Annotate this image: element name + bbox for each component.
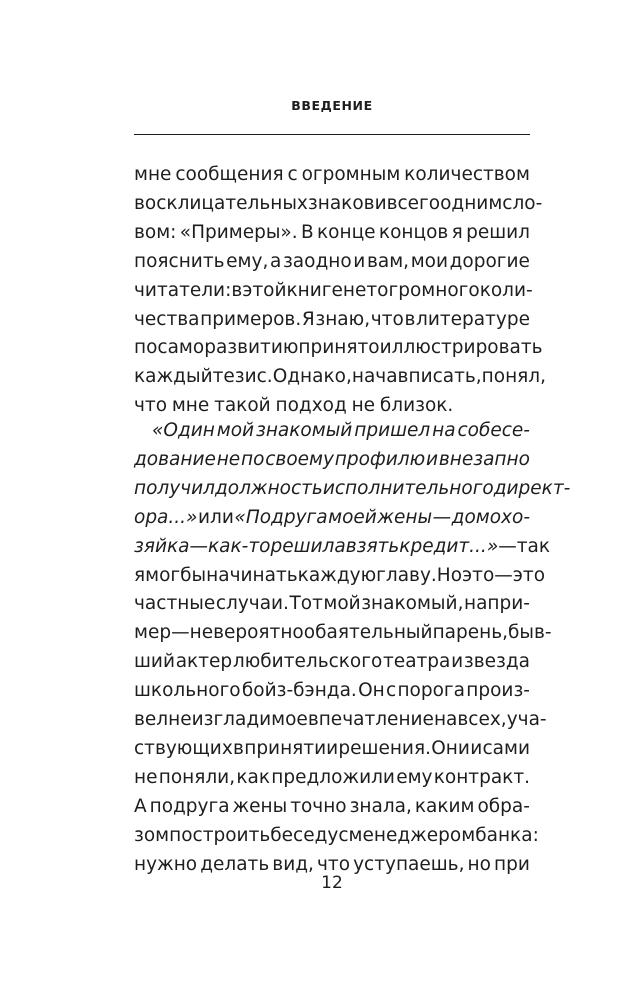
word: нужно — [134, 853, 198, 875]
word: в — [233, 737, 244, 759]
word: каждый — [134, 366, 213, 388]
word: бойз-бэнда. — [241, 680, 357, 702]
word: на — [432, 420, 456, 441]
word: впечатление — [307, 709, 434, 730]
word: моей — [328, 506, 377, 528]
word: В — [300, 221, 314, 243]
text-line — [134, 653, 530, 672]
text-line — [134, 709, 547, 730]
word: огромным — [301, 164, 401, 185]
word: быв- — [508, 622, 552, 644]
word: всех, — [457, 709, 507, 730]
word: начав — [351, 366, 409, 388]
word: по — [134, 337, 158, 359]
word: как-то — [208, 535, 271, 557]
word: главу. — [376, 564, 437, 586]
word: — — [171, 622, 190, 644]
word: решил — [466, 221, 530, 243]
text-line — [134, 853, 530, 875]
word: напри- — [463, 593, 530, 615]
word: мои — [410, 250, 448, 272]
text-line — [134, 682, 530, 701]
text-line — [134, 397, 530, 416]
word: жены — [377, 506, 433, 528]
word: знаю, — [315, 308, 371, 330]
word: вид, — [272, 853, 314, 875]
word: так — [516, 535, 551, 557]
word: восклицательных — [134, 192, 308, 214]
word: и — [451, 651, 464, 673]
word: парень, — [432, 622, 508, 644]
word: огромного — [377, 279, 480, 301]
word: в — [404, 308, 416, 330]
word: ора...» — [134, 506, 198, 528]
word: жены — [232, 795, 288, 817]
word: профилю — [334, 448, 426, 470]
word: внезапно — [438, 448, 530, 470]
word: поняли, — [158, 766, 236, 788]
word: мне — [134, 164, 172, 185]
text-line — [134, 221, 530, 243]
word: — — [189, 535, 208, 557]
word: произ- — [466, 680, 530, 702]
word: дорогие — [449, 250, 530, 272]
text-line — [134, 308, 530, 330]
word: — — [494, 564, 513, 586]
word: беседу — [270, 824, 339, 846]
word: но — [467, 853, 491, 875]
word: своему — [265, 448, 334, 470]
word: подход — [275, 395, 347, 417]
word: порога — [397, 680, 465, 702]
word: сами — [482, 737, 530, 759]
word: писать, — [408, 366, 482, 388]
text-line — [134, 795, 530, 817]
word: мой — [216, 420, 255, 441]
word: близок. — [379, 395, 454, 417]
word: одним — [440, 192, 503, 214]
word: с — [287, 164, 298, 185]
word: нет — [342, 279, 378, 301]
word: как — [236, 766, 271, 788]
word: не — [216, 448, 241, 470]
word: банка: — [475, 824, 539, 846]
word: ему, — [226, 250, 269, 272]
word: частные — [134, 593, 216, 615]
word: мог — [145, 564, 181, 586]
word: бы — [180, 564, 207, 586]
word: дование — [134, 448, 216, 470]
word: начинать — [206, 564, 298, 586]
word: или — [198, 506, 234, 528]
word: принято — [298, 337, 380, 359]
word: должность — [214, 477, 323, 499]
word: книге — [286, 279, 343, 301]
word: подруга — [149, 795, 230, 817]
word: заодно — [282, 250, 352, 272]
word: что — [134, 395, 168, 417]
word: иллюстрировать — [379, 337, 543, 359]
word: саморазвитию — [157, 337, 299, 359]
word: этой — [242, 279, 287, 301]
word: литературе — [416, 308, 530, 330]
word: «Один — [152, 420, 215, 441]
word: обаятельный — [303, 622, 433, 644]
word: кредит...» — [399, 535, 499, 557]
word: и — [374, 192, 387, 214]
word: домохо- — [451, 506, 530, 528]
word: и — [426, 448, 439, 470]
word: что — [370, 308, 404, 330]
word: собесе- — [457, 420, 530, 441]
word: любительского — [232, 651, 383, 673]
word: пояснить — [134, 250, 225, 272]
word: менеджером — [348, 824, 476, 846]
word: это — [512, 564, 546, 586]
word: и — [353, 250, 366, 272]
word: не — [351, 395, 376, 417]
word: конце — [317, 221, 376, 243]
word: Они — [431, 737, 470, 759]
word: взять — [345, 535, 400, 557]
word: что — [316, 853, 351, 875]
word: мер — [134, 622, 172, 644]
word: вел — [134, 709, 169, 730]
word: точно — [290, 795, 347, 817]
word: примеров. — [200, 308, 302, 330]
word: Он — [358, 680, 385, 702]
text-line — [134, 166, 530, 185]
text-line — [134, 595, 530, 614]
text-line — [134, 192, 543, 214]
word: а — [269, 250, 282, 272]
word: тезис. — [212, 366, 273, 388]
word: пришел — [354, 420, 431, 441]
word: всего — [386, 192, 441, 214]
word: ему — [396, 766, 433, 788]
word: решения. — [338, 737, 431, 759]
word: каждую — [297, 564, 377, 586]
word: ствующих — [134, 737, 233, 759]
word: и — [470, 737, 483, 759]
word: «Подруга — [234, 506, 328, 528]
word: школьного — [134, 680, 241, 702]
word: коли- — [479, 279, 533, 301]
text-line — [134, 250, 530, 272]
word: знакомый, — [361, 593, 464, 615]
word: ший — [134, 651, 175, 673]
word: предложили — [271, 766, 395, 788]
text-line — [134, 766, 530, 788]
word: знаков — [307, 192, 375, 214]
text-line — [134, 824, 539, 846]
word: обра- — [477, 795, 530, 817]
word: построить — [169, 824, 271, 846]
word: неизгладимое — [168, 709, 308, 730]
page-number: 12 — [321, 873, 343, 893]
text-line — [134, 737, 530, 759]
word: сло- — [502, 192, 543, 214]
word: невероятно — [189, 622, 304, 644]
word: мне — [171, 395, 210, 417]
word: на — [433, 709, 458, 730]
word: решила — [270, 535, 346, 557]
word: концов — [378, 221, 449, 243]
word: понял, — [481, 366, 546, 388]
word: знакомый — [255, 420, 353, 441]
word: Но — [436, 564, 463, 586]
text-line — [134, 477, 571, 499]
word: Однако, — [272, 366, 352, 388]
word: мой — [323, 593, 361, 615]
text-line — [134, 366, 546, 388]
word: делать — [200, 853, 270, 875]
text-line — [134, 448, 530, 470]
word: случаи. — [215, 593, 289, 615]
word: при — [494, 853, 530, 875]
text-line — [134, 279, 533, 301]
text-line — [134, 535, 551, 557]
word: театра — [383, 651, 451, 673]
text-line — [134, 564, 546, 586]
word: я — [451, 221, 463, 243]
word: зом — [134, 824, 170, 846]
word: получил — [134, 477, 215, 499]
word: исполнительного — [322, 477, 494, 499]
word: директ- — [493, 477, 571, 499]
word: в — [231, 279, 243, 301]
text-line — [134, 337, 543, 359]
word: с — [386, 680, 397, 702]
word: такой — [214, 395, 271, 417]
word: уступаешь, — [353, 853, 465, 875]
word: «Примеры». — [179, 221, 298, 243]
text-line — [134, 506, 530, 528]
word: с — [338, 824, 349, 846]
word: — — [432, 506, 452, 528]
word: звезда — [463, 651, 530, 673]
word: принятии — [244, 737, 339, 759]
word: — — [498, 535, 517, 557]
word: зяйка — [134, 535, 190, 557]
word: это — [462, 564, 495, 586]
word: А — [134, 795, 147, 817]
word: сообщения — [175, 164, 284, 185]
word: я — [134, 564, 146, 586]
text-line — [134, 622, 552, 644]
text-line — [152, 422, 530, 441]
word: Я — [301, 308, 315, 330]
word: каким — [414, 795, 475, 817]
running-header: ВВЕДЕНИЕ — [291, 98, 373, 113]
word: вом: — [134, 221, 177, 243]
word: уча- — [506, 709, 547, 730]
word: актер — [175, 651, 233, 673]
word: вам, — [366, 250, 410, 272]
word: по — [241, 448, 265, 470]
word: знала, — [349, 795, 412, 817]
word: читатели: — [134, 279, 232, 301]
word: количеством — [404, 164, 530, 185]
word: не — [134, 766, 158, 788]
word: чества — [134, 308, 200, 330]
header-rule — [134, 134, 530, 135]
word: контракт. — [433, 766, 530, 788]
word: Тот — [289, 593, 323, 615]
